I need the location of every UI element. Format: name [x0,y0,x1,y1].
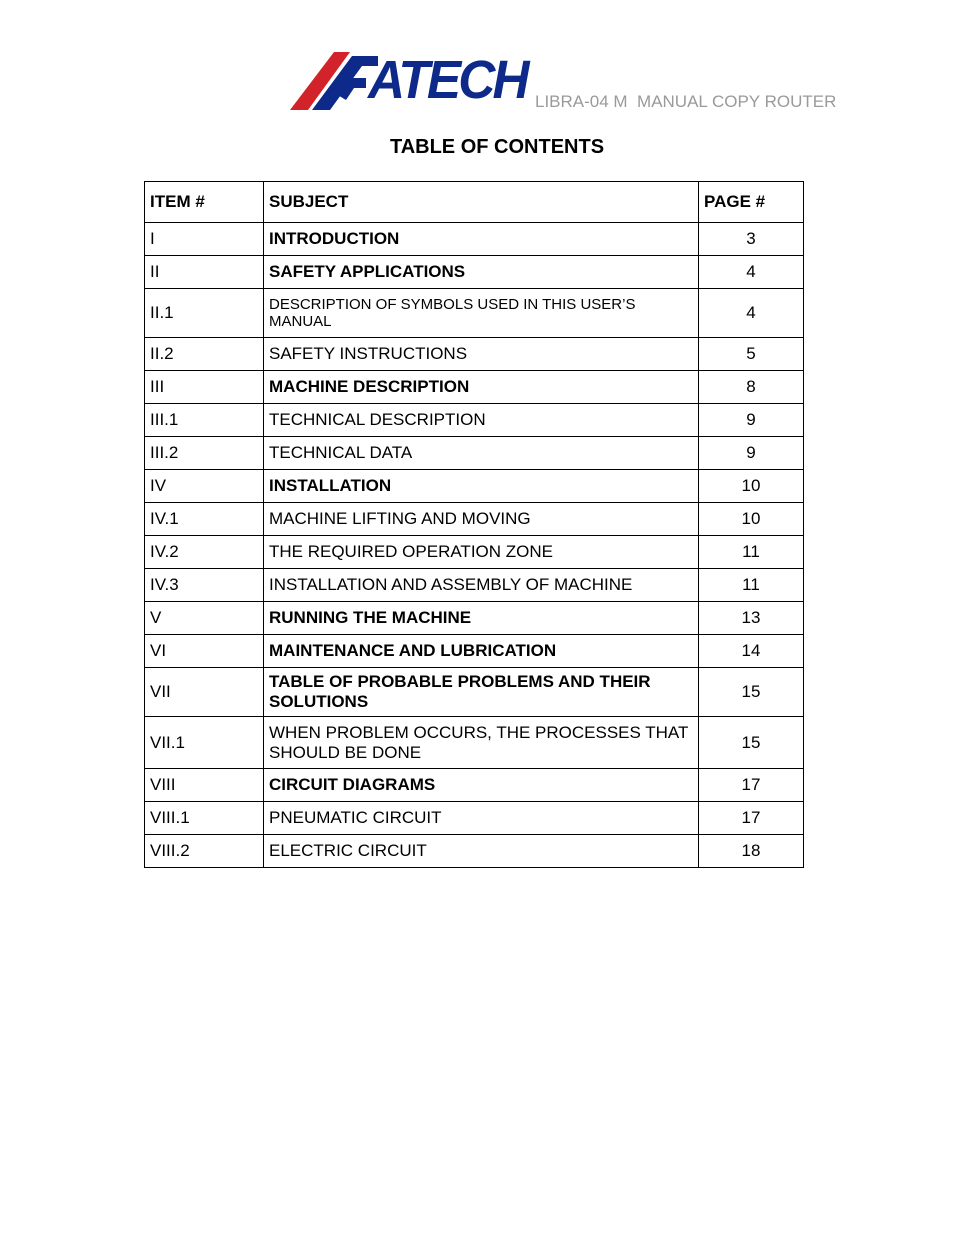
toc-subject: ELECTRIC CIRCUIT [264,835,699,868]
toc-page-number: 9 [699,437,804,470]
toc-item-number: VIII.2 [145,835,264,868]
toc-subject: MACHINE DESCRIPTION [264,371,699,404]
toc-item-number: VIII [145,769,264,802]
toc-subject: INSTALLATION AND ASSEMBLY OF MACHINE [264,569,699,602]
table-row [145,256,804,289]
toc-page-number: 5 [699,338,804,371]
table-row [145,371,804,404]
toc-page-number: 4 [699,256,804,289]
document-title: TABLE OF CONTENTS [389,136,605,158]
toc-page-number: 9 [699,404,804,437]
column-header-page: PAGE # [699,182,804,223]
toc-subject: TABLE OF PROBABLE PROBLEMS AND THEIR SOLUTIONS [264,668,699,717]
toc-item-number: IV.1 [145,503,264,536]
toc-subject: SAFETY APPLICATIONS [264,256,699,289]
toc-subject: SAFETY INSTRUCTIONS [264,338,699,371]
toc-subject: DESCRIPTION OF SYMBOLS USED IN THIS USER’S MANUAL [264,289,699,338]
toc-subject: CIRCUIT DIAGRAMS [264,769,699,802]
toc-subject: MACHINE LIFTING AND MOVING [264,503,699,536]
table-row [145,223,804,256]
toc-subject: RUNNING THE MACHINE [264,602,699,635]
toc-subject: TECHNICAL DESCRIPTION [264,404,699,437]
toc-subject: MAINTENANCE AND LUBRICATION [264,635,699,668]
toc-subject: PNEUMATIC CIRCUIT [264,802,699,835]
toc-page-number: 11 [699,536,804,569]
atech-logo-mark-icon [290,48,380,112]
toc-item-number: VI [145,635,264,668]
table-row [145,569,804,602]
toc-page-number: 17 [699,769,804,802]
toc-page-number: 4 [699,289,804,338]
toc-item-number: V [145,602,264,635]
table-row [145,289,804,338]
table-row [145,769,804,802]
toc-item-number: III [145,371,264,404]
toc-page-number: 14 [699,635,804,668]
table-row [145,503,804,536]
logo-wordmark: ATECH [368,50,527,110]
toc-page-number: 11 [699,569,804,602]
toc-subject: TECHNICAL DATA [264,437,699,470]
toc-item-number: III.1 [145,404,264,437]
toc-item-number: III.2 [145,437,264,470]
table-of-contents [144,181,804,868]
toc-item-number: VII.1 [145,717,264,769]
toc-subject: INSTALLATION [264,470,699,503]
table-row [145,802,804,835]
toc-page-number: 8 [699,371,804,404]
toc-item-number: II.2 [145,338,264,371]
toc-page-number: 13 [699,602,804,635]
toc-header-row [145,182,804,223]
toc-item-number: IV.3 [145,569,264,602]
toc-subject: INTRODUCTION [264,223,699,256]
toc-item-number: II [145,256,264,289]
toc-item-number: II.1 [145,289,264,338]
table-row [145,602,804,635]
table-row [145,338,804,371]
toc-item-number: IV [145,470,264,503]
product-title: LIBRA-04 M MANUAL COPY ROUTER [535,92,837,111]
toc-page-number: 3 [699,223,804,256]
table-row [145,536,804,569]
column-header-subject: SUBJECT [264,182,699,223]
toc-item-number: IV.2 [145,536,264,569]
page-header [0,0,954,120]
table-row [145,717,804,769]
toc-page-number: 10 [699,470,804,503]
table-row [145,470,804,503]
toc-page-number: 15 [699,668,804,717]
column-header-item: ITEM # [145,182,264,223]
toc-page-number: 10 [699,503,804,536]
table-row [145,404,804,437]
toc-item-number: I [145,223,264,256]
table-row [145,635,804,668]
toc-item-number: VIII.1 [145,802,264,835]
table-row [145,437,804,470]
table-row [145,835,804,868]
toc-page-number: 15 [699,717,804,769]
toc-item-number: VII [145,668,264,717]
toc-page-number: 17 [699,802,804,835]
toc-subject: THE REQUIRED OPERATION ZONE [264,536,699,569]
toc-page-number: 18 [699,835,804,868]
atech-logo [290,48,527,112]
table-row [145,668,804,717]
toc-subject: WHEN PROBLEM OCCURS, THE PROCESSES THAT SHOULD BE DONE [264,717,699,769]
